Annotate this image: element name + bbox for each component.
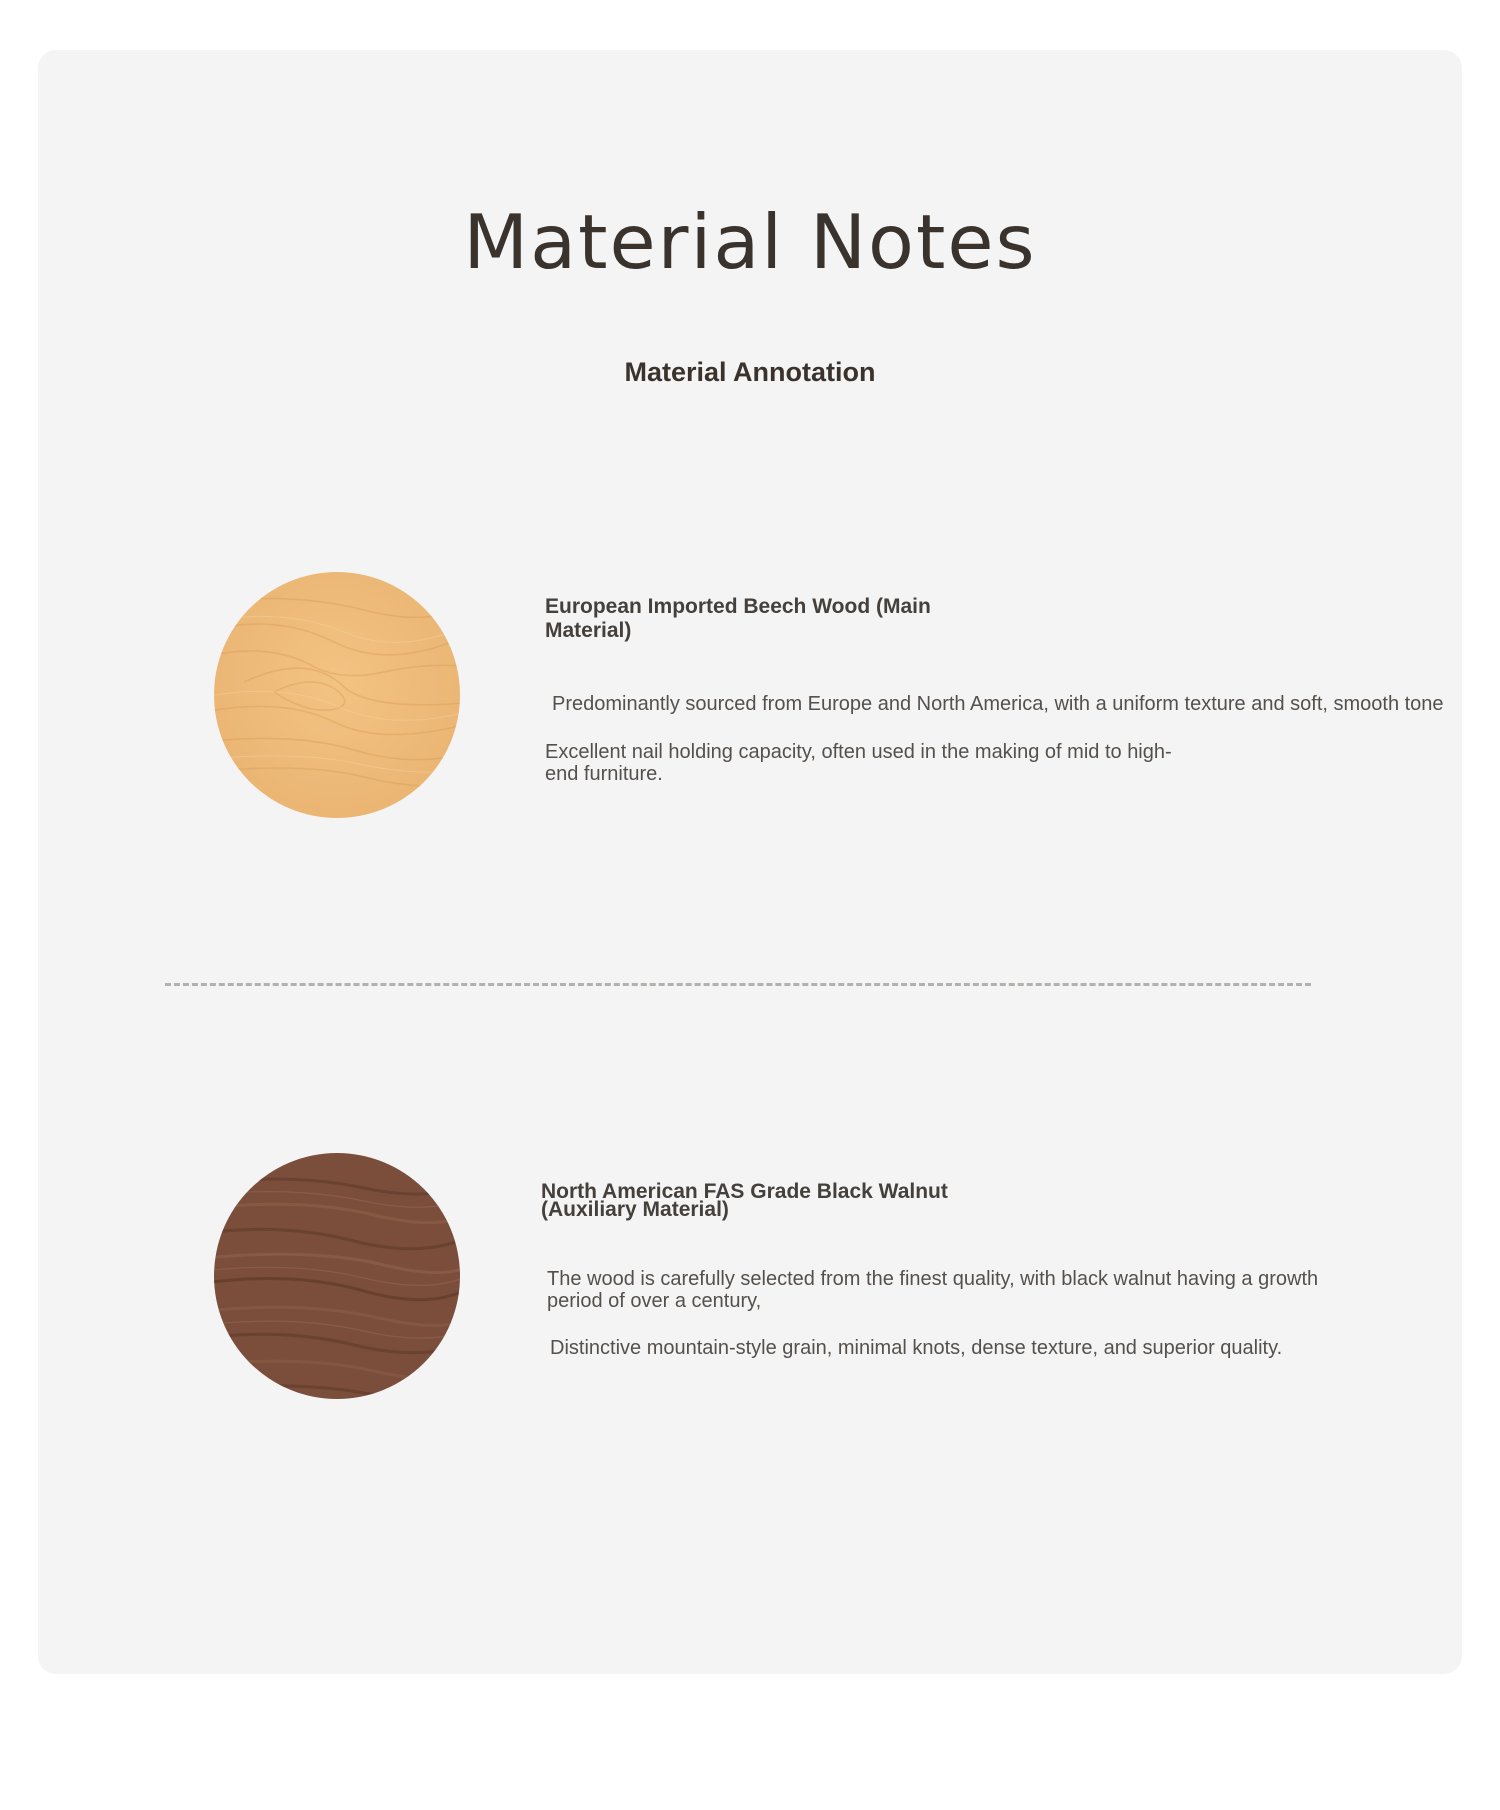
walnut-material-name: North American FAS Grade Black Walnut (Auxiliary Material)	[541, 1180, 948, 1221]
section-divider	[165, 983, 1311, 986]
material-card	[38, 50, 1462, 1674]
page-title: Material Notes	[463, 198, 1037, 286]
beech-description-usage: Excellent nail holding capacity, often used in the making of mid to high-end furniture.	[545, 741, 1172, 785]
section-subtitle: Material Annotation	[624, 357, 876, 387]
beech-wood-swatch	[214, 572, 460, 818]
walnut-description-grain: Distinctive mountain-style grain, minimal knots, dense texture, and superior quality.	[550, 1337, 1283, 1359]
beech-description-origin: Predominantly sourced from Europe and North America, with a uniform texture and soft, smooth tone	[552, 693, 1444, 715]
walnut-wood-swatch	[214, 1153, 460, 1399]
walnut-description-selection: The wood is carefully selected from the finest quality, with black walnut having a growth period of over a century,	[547, 1268, 1319, 1312]
beech-material-name: European Imported Beech Wood (Main Material)	[545, 595, 931, 642]
